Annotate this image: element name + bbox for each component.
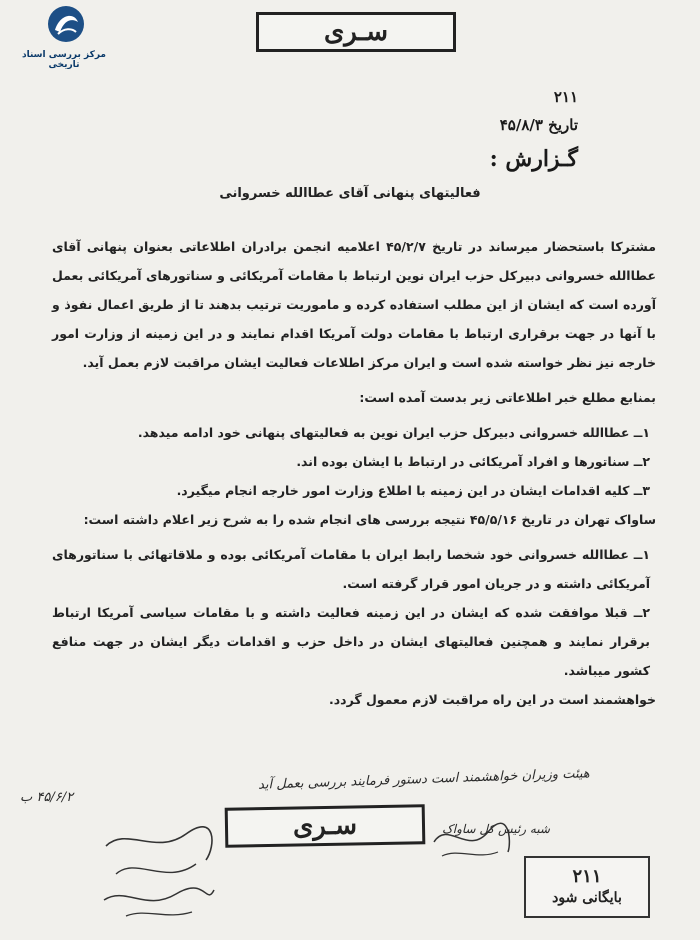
archive-stamp-label: بایگانی شود <box>552 890 622 906</box>
handwritten-note: هیئت وزیران خواهشمند است دستور فرمایند بررسی بعمل آید <box>258 766 591 793</box>
handwritten-signature <box>96 816 226 926</box>
body-paragraph: بمنابع مطلع خبر اطلاعاتی زیر بدست آمده است: <box>359 390 656 405</box>
archive-logo <box>8 4 118 70</box>
body-paragraph: ساواک تهران در تاریخ ۴۵/۵/۱۶ نتیجه بررسی های انجام شده را به شرح زیر اعلام داشته است: <box>83 512 656 527</box>
body-closing: خواهشمند است در این راه مراقبت لازم معمول گردد. <box>328 692 656 707</box>
document-date: تاریخ ۴۵/۸/۳ <box>499 116 578 134</box>
body-list-item: ۱ــ عطاالله خسروانی دبیرکل حزب ایران نوین به فعالیتهای پنهانی خود ادامه میدهد. <box>137 425 650 440</box>
document-subject: فعالیتهای پنهانی آقای عطاالله خسروانی <box>219 186 481 201</box>
report-heading: گـزارش : <box>489 146 578 172</box>
handwritten-date: ۴۵/۶/۲ ب <box>20 790 74 805</box>
archive-stamp-number: ۲۱۱ <box>572 866 602 887</box>
document-number: ۲۱۱ <box>553 88 578 106</box>
handwritten-signature-note: شبه رئیس کل ساواک <box>442 822 550 836</box>
body-list-item: ۱ــ عطاالله خسروانی خود شخصا رابط ایران با مقامات آمریکائی بوده و ملاقاتهائی با سناتورهای آمریکائی داشته و در جریان امور قرار گرفته است. <box>52 547 650 591</box>
handwritten-initials <box>428 812 518 862</box>
secret-stamp-top: سـری <box>256 12 456 52</box>
secret-stamp-bottom: سـری <box>225 804 426 847</box>
body-list-item: ۲ــ سناتورها و افراد آمریکائی در ارتباط با ایشان بوده اند. <box>296 454 650 469</box>
archive-stamp <box>524 856 650 918</box>
body-list-item: ۲ــ قبلا موافقت شده که ایشان در این زمینه فعالیت داشته و با مقامات سیاسی آمریکا ارتباط برقرار نمایند و همچنین فعالیتهای ایشان در داخل حزب و اقدامات دیگر ایشان در جهت منافع کشور میباشد. <box>52 605 650 678</box>
body-paragraph: مشترکا باستحضار میرساند در تاریخ ۴۵/۲/۷ اعلامیه انجمن برادران اطلاعاتی بعنوان پنهانی آقای عطاالله خسروانی دبیرکل حزب ایران نوین ارتباط با مقامات آمریکائی و سناتورهای آمریکائی بعمل آورده است که ایشان از این مطلب استفاده کرده و ماموریت ترتیب بدهند تا از طریق اعمال نفوذ و با آنها در جهت برقراری ارتباط با مقامات دولت آمریکا اقدام نمایند و در این زمینه از وزارت امور خارجه نیز نظر خواسته شده است و ایران مرکز اطلاعات فعالیت ایشان مراقبت لازم بعمل آید. <box>52 239 656 370</box>
document-body <box>52 232 656 720</box>
archive-logo-icon <box>46 4 86 46</box>
logo-caption: مرکز بررسی اسناد تاریخی <box>22 50 106 70</box>
body-list-item: ۳ــ کلیه اقدامات ایشان در این زمینه با اطلاع وزارت امور خارجه انجام میگیرد. <box>176 483 650 498</box>
